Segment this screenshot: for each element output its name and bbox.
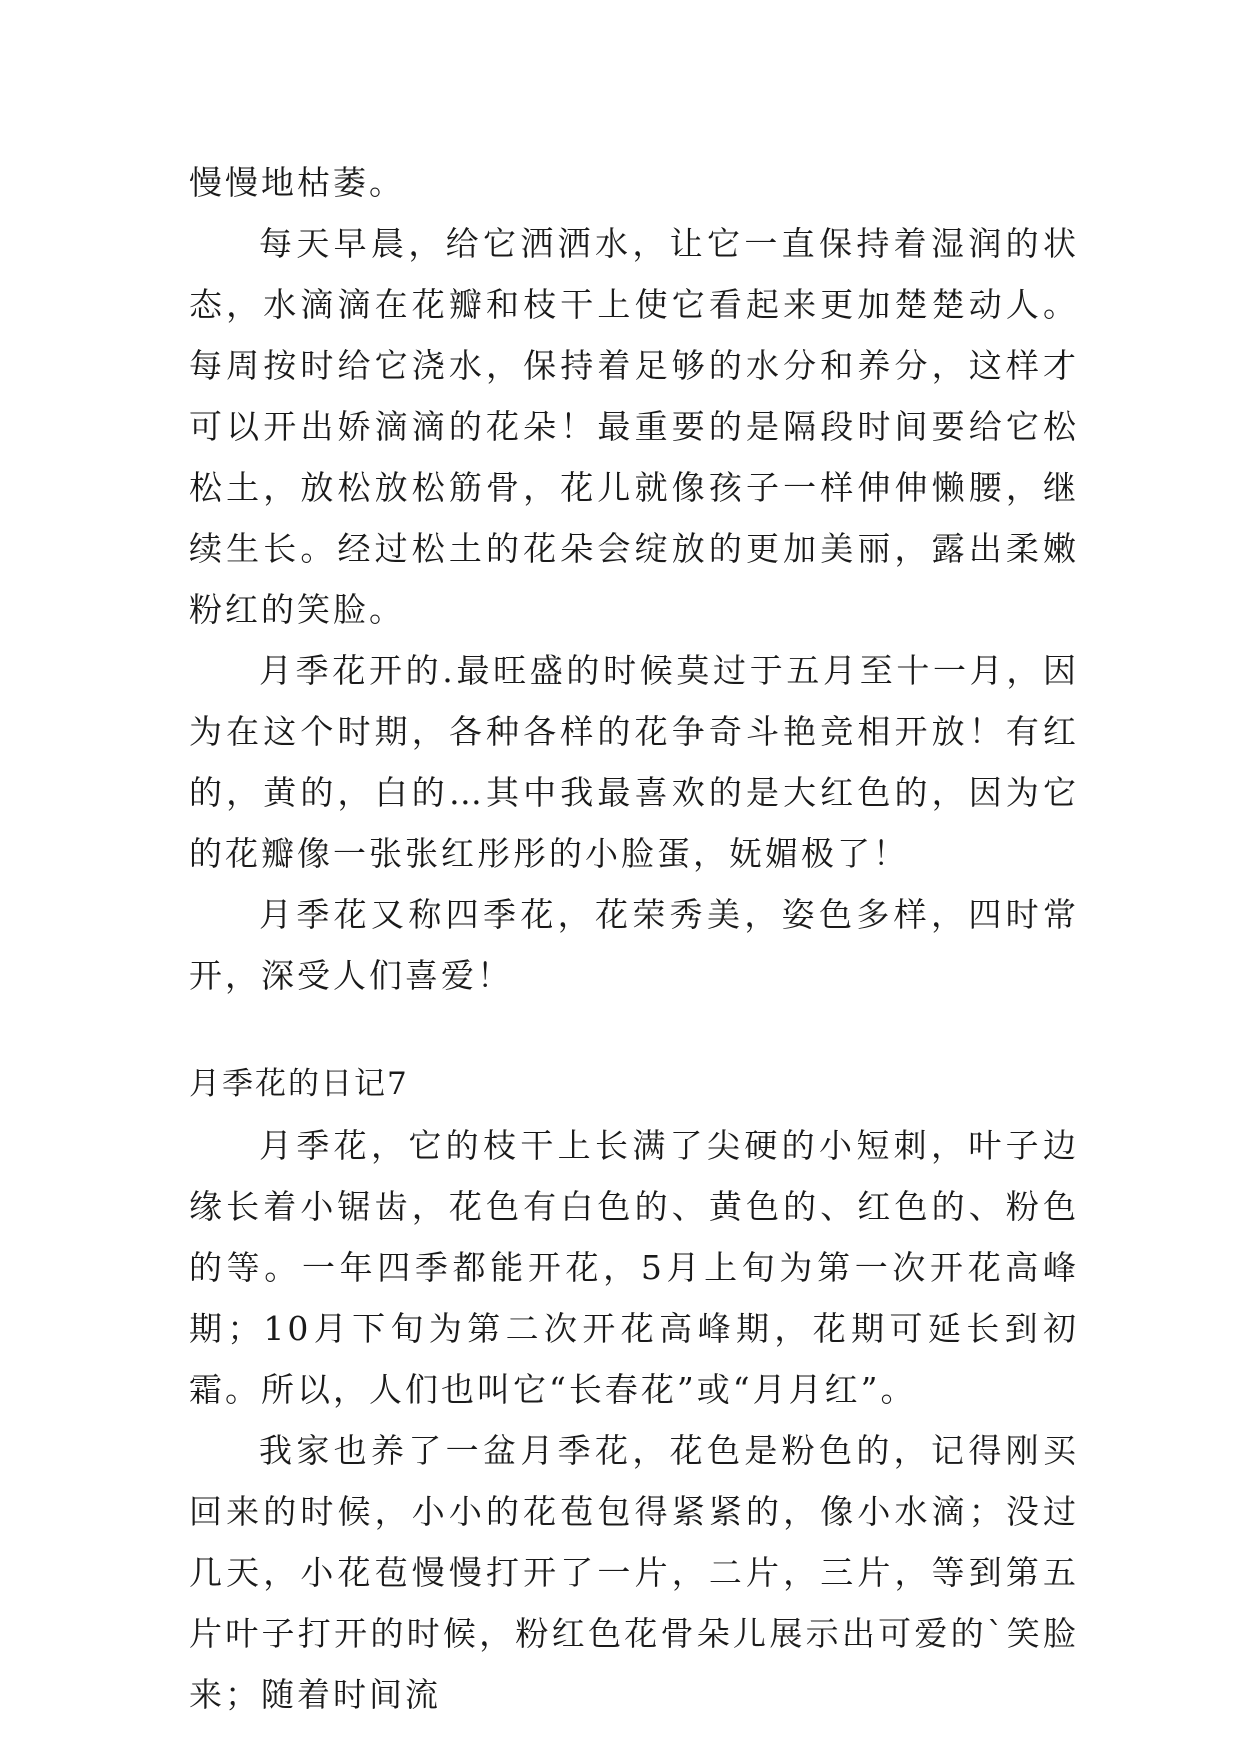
paragraph-four-seasons: 月季花又称四季花，花荣秀美，姿色多样，四时常开，深受人们喜爱！ [189,895,1079,995]
paragraph-blooming-season: 月季花开的.最旺盛的时候莫过于五月至十一月，因为在这个时期，各种各样的花争奇斗艳竞相开放！有红的，黄的，白的…其中我最喜欢的是大红色的，因为它的花瓣像一张张红彤彤的小脸蛋，妩媚极了！ [189,651,1079,873]
section-gap [189,1006,1079,1054]
section-title: 月季花的日记7 [189,1066,409,1102]
paragraph-continuation: 慢慢地枯萎。 [189,163,405,202]
document-page [189,152,1079,1725]
paragraph-description: 月季花，它的枝干上长满了尖硬的小短刺，叶子边缘长着小锯齿，花色有白色的、黄色的、红色的、粉色的等。一年四季都能开花，5月上旬为第一次开花高峰期；10月下旬为第二次开花高峰期，花期可延长到初霜。所以，人们也叫它“长春花”或“月月红”。 [189,1126,1079,1409]
paragraph-my-rose: 我家也养了一盆月季花，花色是粉色的，记得刚买回来的时候，小小的花苞包得紧紧的，像小水滴；没过几天，小花苞慢慢打开了一片，二片，三片，等到第五片叶子打开的时候，粉红色花骨朵儿展示出可爱的`笑脸来；随着时间流 [189,1431,1079,1714]
paragraph-watering: 每天早晨，给它洒洒水，让它一直保持着湿润的状态，水滴滴在花瓣和枝干上使它看起来更加楚楚动人。每周按时给它浇水，保持着足够的水分和养分，这样才可以开出娇滴滴的花朵！最重要的是隔段时间要给它松松土，放松放松筋骨，花儿就像孩子一样伸伸懒腰，继续生长。经过松土的花朵会绽放的更加美丽，露出柔嫩粉红的笑脸。 [189,224,1079,629]
